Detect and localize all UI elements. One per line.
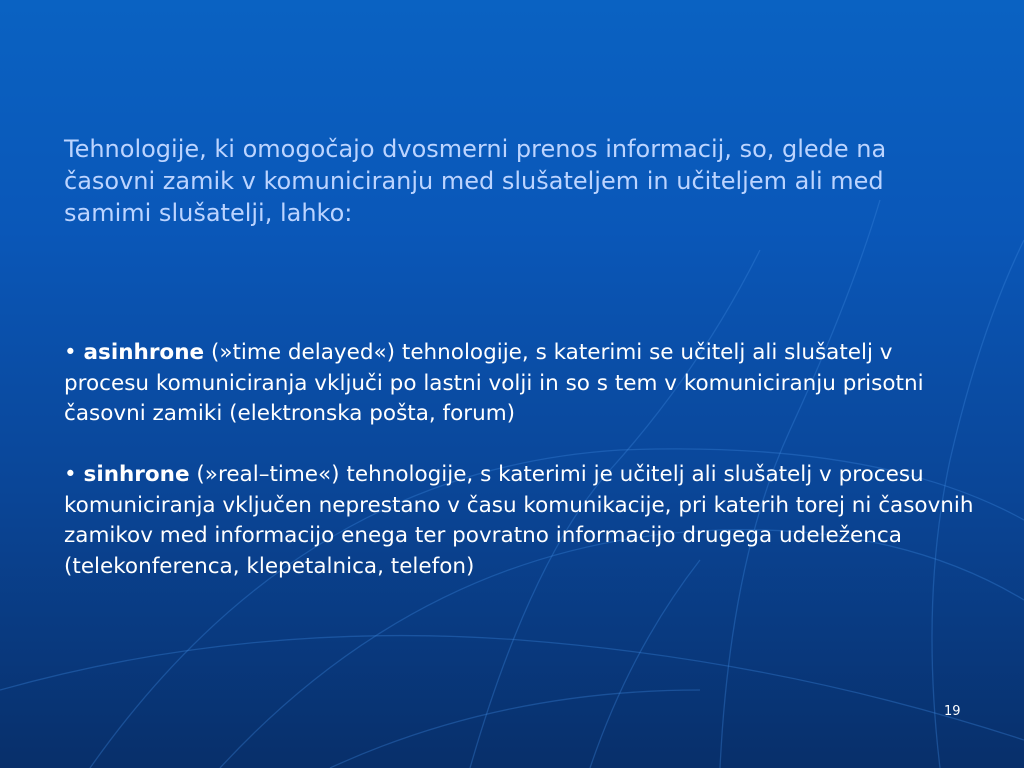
bullet-term: sinhrone bbox=[83, 462, 190, 487]
slide-number: 19 bbox=[944, 704, 961, 719]
bullet-text: (»time delayed«) tehnologije, s katerimi se učitelj ali slušatelj v procesu komuniciranja vključi po lastni volji in so s tem v komuniciranju prisotni časovni zamiki (elektronska pošta, forum) bbox=[64, 340, 924, 426]
bullet-marker: • bbox=[64, 462, 77, 487]
bullet-synchronous bbox=[64, 460, 984, 582]
bullet-asynchronous bbox=[64, 338, 984, 430]
slide-heading: Tehnologije, ki omogočajo dvosmerni prenos informacij, so, glede na časovni zamik v komuniciranju med slušateljem in učiteljem ali med samimi slušatelji, lahko: bbox=[64, 135, 887, 227]
bullet-term: asinhrone bbox=[83, 340, 205, 365]
bullet-text: (»real–time«) tehnologije, s katerimi je učitelj ali slušatelj v procesu komuniciranja vključen neprestano v času komunikacije, pri katerih torej ni časovnih zamikov med informacijo enega ter povratno informacijo drugega udeleženca (telekonferenca, klepetalnica, telefon) bbox=[64, 462, 974, 579]
bullet-marker: • bbox=[64, 340, 77, 365]
